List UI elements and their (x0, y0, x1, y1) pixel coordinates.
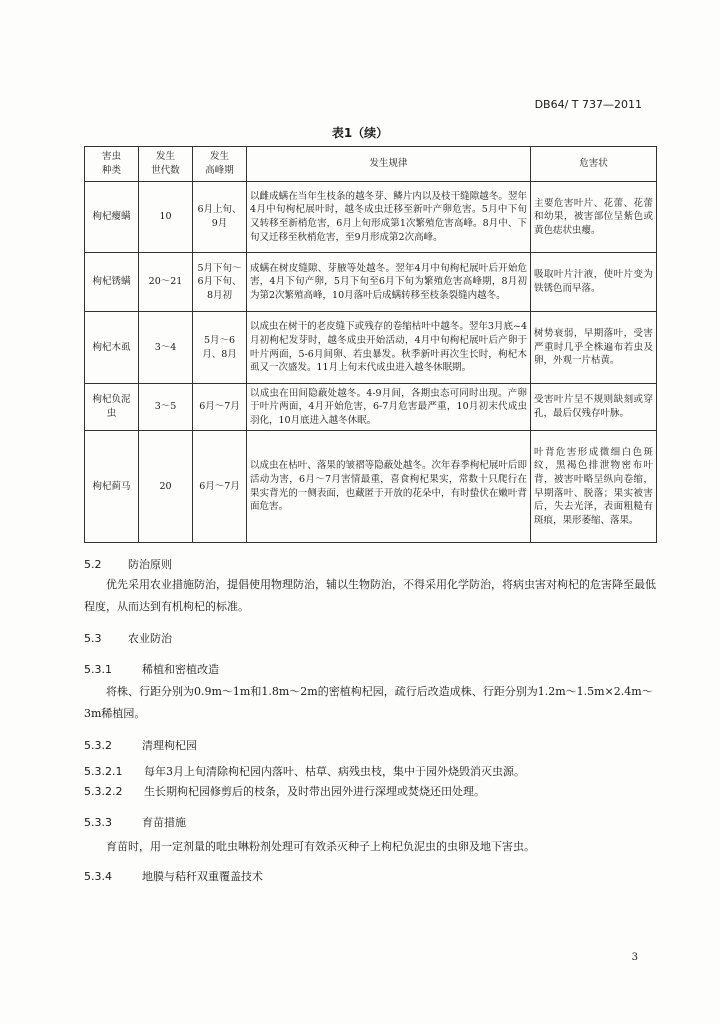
section-number: 5.3.1 (84, 663, 112, 676)
section-title: 育苗措施 (142, 816, 186, 829)
paragraph-control-principle: 优先采用农业措施防治，提倡使用物理防治，辅以生物防治，不得采用化学防治，将病虫害对枸杞的危害降至最低程度，从而达到有机枸杞的标准。 (84, 578, 656, 613)
item-text: 生长期枸杞园修剪后的枝条，及时带出园外进行深埋或焚烧还田处理。 (144, 785, 485, 798)
cell-damage: 叶背危害形成微细白色斑纹，黑褐色排泄物密布叶背，被害叶略呈纵向卷缩，早期落叶、脱落；果实被害后，失去光泽，表面粗糙有斑痕，果形萎缩、落果。 (531, 431, 657, 543)
section-heading-5-2 (84, 556, 172, 572)
section-heading-5-3-1 (84, 661, 219, 677)
section-number: 5.3.3 (84, 816, 112, 829)
cell-generations: 3～5 (139, 384, 193, 431)
table-row (85, 182, 657, 253)
section-title: 清理枸杞园 (142, 739, 197, 752)
cell-generations: 10 (139, 182, 193, 253)
cell-pattern: 以成虫在枯叶、落果的皱褶等隐蔽处越冬。次年春季枸杞展叶后即活动为害，6月～7月害情最重，喜食枸杞果实，常数十只爬行在果实背光的一侧表面，也藏匿于开放的花朵中，有时蛰伏在嫩叶背面危害。 (247, 431, 531, 543)
cell-generations: 3～4 (139, 312, 193, 384)
header-damage-symptoms: 危害状 (531, 147, 657, 182)
header-occurrence-pattern: 发生规律 (247, 147, 531, 182)
section-number: 5.3.4 (84, 870, 112, 883)
section-title: 防治原则 (128, 558, 172, 571)
page-number: 3 (631, 952, 638, 963)
table-row (85, 253, 657, 312)
section-title: 稀植和密植改造 (142, 663, 219, 676)
cell-pest: 枸杞蓟马 (85, 431, 139, 543)
cell-pest: 枸杞锈螨 (85, 253, 139, 312)
header-pest-type: 害虫 种类 (85, 147, 139, 182)
cell-damage: 主要危害叶片、花蕾、花蕾和幼果，被害部位呈紫色或黄色痣状虫瘿。 (531, 182, 657, 253)
paragraph-thinning-planting: 将株、行距分别为0.9m～1m和1.8m～2m的密植枸杞园，疏行后改造成株、行距分别为1.2m～1.5m×2.4m～3m稀植园。 (84, 685, 653, 720)
cell-damage: 受害叶片呈不规则缺刻或穿孔，最后仅残存叶脉。 (531, 384, 657, 431)
list-item (84, 782, 658, 802)
list-item (84, 762, 658, 782)
cell-generations: 20 (139, 431, 193, 543)
paragraph-seedling-measures: 育苗时，用一定剂量的吡虫啉粉剂处理可有效杀灭种子上枸杞负泥虫的虫卵及地下害虫。 (106, 840, 535, 853)
cell-peak: 5月～6月、8月 (193, 312, 247, 384)
table-row (85, 312, 657, 384)
table-title: 表1（续） (331, 126, 389, 140)
section-heading-5-3-4 (84, 868, 263, 884)
cell-pest: 枸杞木虱 (85, 312, 139, 384)
cell-peak: 6月～7月 (193, 384, 247, 431)
cell-damage: 树势衰弱，早期落叶，受害严重时几乎全株遍布若虫及卵，外观一片枯黄。 (531, 312, 657, 384)
cell-pattern: 以成虫在树干的老皮缝下或残存的卷缩枯叶中越冬。翌年3月底~4月初枸杞发芽时，越冬成虫开始活动，4月中旬枸杞展叶后产卵于叶片两面，5-6月间卵、若虫暴发。秋季新叶再次生长时，枸杞木虱又一次盛发。11月上旬末代成虫进入越冬休眠期。 (247, 312, 531, 384)
cell-pattern: 成螨在树皮缝隙、芽腋等处越冬。翌年4月中旬枸杞展叶后开始危害，4月下旬产卵，5月下旬至6月下旬为繁殖危害高峰期，8月初为第2次繁殖高峰，10月落叶后成螨转移至枝条裂缝内越冬。 (247, 253, 531, 312)
cell-pest: 枸杞瘿螨 (85, 182, 139, 253)
table-row (85, 431, 657, 543)
pest-table (84, 146, 657, 543)
table-row (85, 384, 657, 431)
cell-damage: 吸取叶片汁液，使叶片变为铁锈色而早落。 (531, 253, 657, 312)
header-peak-period: 发生 高峰期 (193, 147, 247, 182)
section-number: 5.3.2 (84, 739, 112, 752)
cell-pattern: 以成虫在田间隐蔽处越冬。4-9月间，各期虫态可同时出现。产卵于叶片两面，4月开始危害，6-7月危害最严重，10月初末代成虫羽化，10月底进入越冬休眠。 (247, 384, 531, 431)
cell-pest: 枸杞负泥虫 (85, 384, 139, 431)
cell-peak: 6月～7月 (193, 431, 247, 543)
cell-peak: 5月下旬～6月下旬、8月初 (193, 253, 247, 312)
section-title: 农业防治 (128, 632, 172, 645)
item-text: 每年3月上旬清除枸杞园内落叶、枯草、病残虫枝，集中于园外烧毁消灭虫源。 (144, 765, 525, 778)
cell-generations: 20～21 (139, 253, 193, 312)
section-heading-5-3-2 (84, 737, 197, 753)
cell-pattern: 以雌成螨在当年生枝条的越冬芽、鳞片内以及枝干缝隙越冬。翌年4月中旬枸杞展叶时，越冬成虫迁移至新叶产卵危害。5月中下旬又转移至新梢危害，6月上旬形成第1次繁殖危害高峰。8月中、下旬又迁移至秋梢危害，至9月形成第2次高峰。 (247, 182, 531, 253)
header-generations: 发生 世代数 (139, 147, 193, 182)
document-code: DB64/ T 737—2011 (534, 98, 642, 111)
section-heading-5-3 (84, 630, 172, 646)
cell-peak: 6月上旬、9月 (193, 182, 247, 253)
section-number: 5.3 (84, 632, 102, 645)
section-heading-5-3-3 (84, 814, 186, 830)
item-number: 5.3.2.2 (84, 785, 123, 798)
section-number: 5.2 (84, 558, 102, 571)
section-title: 地膜与秸秆双重覆盖技术 (142, 870, 263, 883)
table-header-row (85, 147, 657, 182)
item-number: 5.3.2.1 (84, 765, 123, 778)
